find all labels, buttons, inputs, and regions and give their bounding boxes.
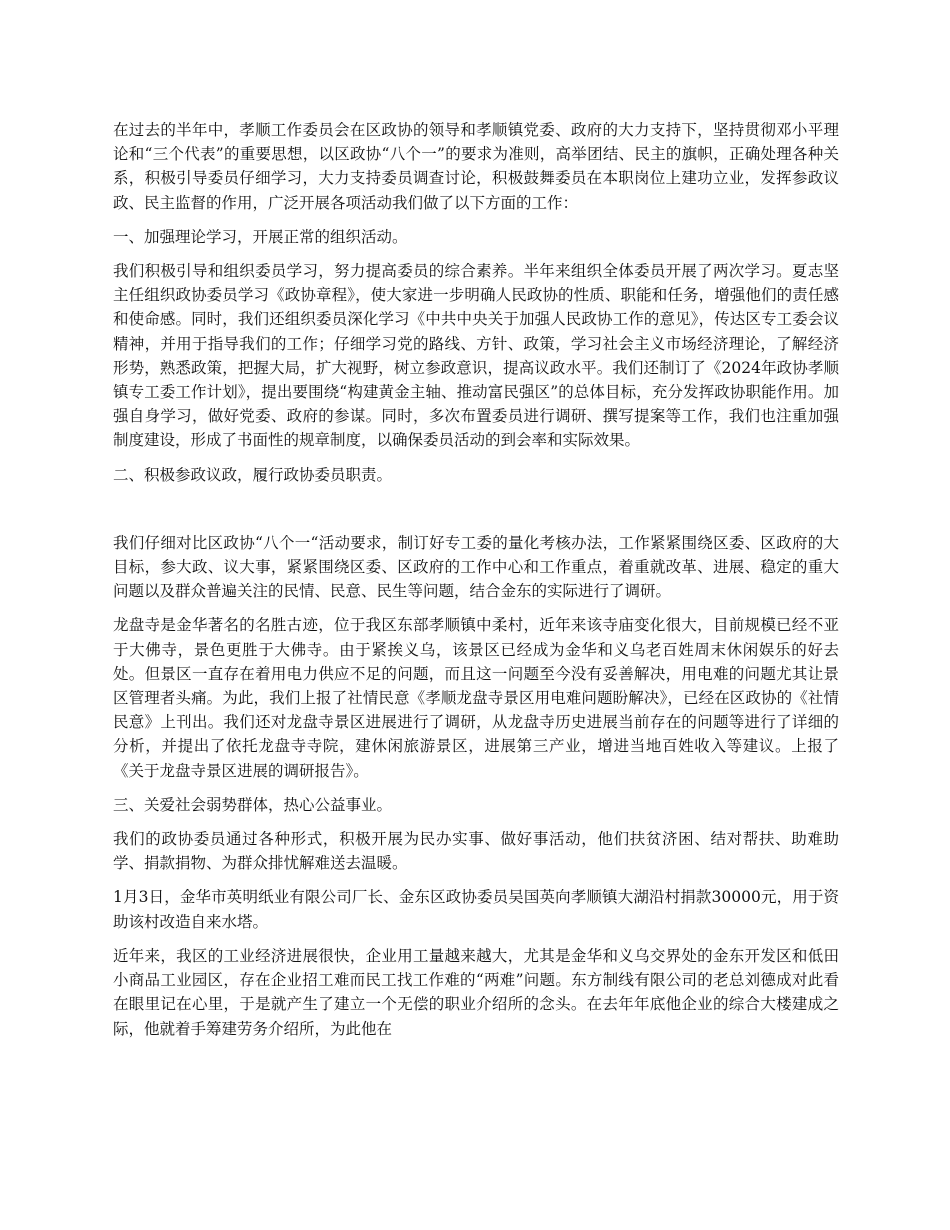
blank-space xyxy=(113,497,839,531)
section-heading-2: 二、积极参政议政，履行政协委员职责。 xyxy=(113,465,393,484)
paragraph-public-welfare: 我们的政协委员通过各种形式，积极开展为民办实事、做好事活动，他们扶贫济困、结对帮扶、助难助学、捐款捐物、为群众排忧解难送去温暖。 xyxy=(113,830,839,873)
paragraph-employment: 近年来，我区的工业经济进展很快，企业用工量越来越大，尤其是金华和义乌交界处的金东开发区和低田小商品工业园区，存在企业招工难而民工找工作难的“两难”问题。东方制线有限公司的老总刘德成对此看在眼里记在心里，于是就产生了建立一个无偿的职业介绍所的念头。在去年年底他企业的综合大楼建成之际，他就着手筹建劳务介绍所，为此他在 xyxy=(113,946,839,1038)
paragraph-longpan-temple: 龙盘寺是金华著名的名胜古迹，位于我区东部孝顺镇中柔村，近年来该寺庙变化很大，目前规模已经不亚于大佛寺，景色更胜于大佛寺。由于紧挨义乌，该景区已经成为金华和义乌老百姓周末休闲娱乐的好去处。但景区一直存在着用电力供应不足的问题，而且这一问题至今没有妥善解决，用电难的问题尤其让景区管理者头痛。为此，我们上报了社情民意《孝顺龙盘寺景区用电难问题盼解决》，已经在区政协的《社情民意》上刊出。我们还对龙盘寺景区进展进行了调研，从龙盘寺历史进展当前存在的问题等进行了详细的分析，并提出了依托龙盘寺寺院，建休闲旅游景区，进展第三产业，增进当地百姓收入等建议。上报了《关于龙盘寺景区进展的调研报告》。 xyxy=(113,616,839,780)
document-body xyxy=(113,118,839,1051)
paragraph-study: 我们积极引导和组织委员学习，努力提高委员的综合素养。半年来组织全体委员开展了两次学习。夏志坚主任组织政协委员学习《政协章程》，使大家进一步明确人民政协的性质、职能和任务，增强他们的责任感和使命感。同时，我们还组织委员深化学习《中共中央关于加强人民政协工作的意见》，传达区专工委会议精神，并用于指导我们的工作；仔细学习党的路线、方针、政策，学习社会主义市场经济理论，了解经济形势，熟悉政策，把握大局，扩大视野，树立参政意识，提高议政水平。我们还制订了《2024年政协孝顺镇专工委工作计划》，提出要围绕“构建黄金主轴、推动富民强区”的总体目标，充分发挥政协职能作用。加强自身学习，做好党委、政府的参谋。同时，多次布置委员进行调研、撰写提案等工作，我们也注重加强制度建设，形成了书面性的规章制度，以确保委员活动的到会率和实际效果。 xyxy=(113,262,839,450)
intro-paragraph: 在过去的半年中，孝顺工作委员会在区政协的领导和孝顺镇党委、政府的大力支持下，坚持贯彻邓小平理论和“三个代表”的重要思想，以区政协“八个一”的要求为准则，高举团结、民主的旗帜，正确处理各种关系，积极引导委员仔细学习，大力支持委员调查讨论，积极鼓舞委员在本职岗位上建功立业，发挥参政议政、民主监督的作用，广泛开展各项活动我们做了以下方面的工作： xyxy=(113,121,839,212)
section-heading-1: 一、加强理论学习，开展正常的组织活动。 xyxy=(113,227,408,246)
paragraph-donation: 1月3日，金华市英明纸业有限公司厂长、金东区政协委员吴国英向孝顺镇大湖沿村捐款30000元，用于资助该村改造自来水塔。 xyxy=(113,888,839,931)
paragraph-research: 我们仔细对比区政协“八个一“活动要求，制订好专工委的量化考核办法，工作紧紧围绕区委、区政府的大目标，参大政、议大事，紧紧围绕区委、区政府的工作中心和工作重点，着重就改革、进展、稳定的重大问题以及群众普遍关注的民情、民意、民生等问题，结合金东的实际进行了调研。 xyxy=(113,533,839,601)
section-heading-3: 三、关爱社会弱势群体，热心公益事业。 xyxy=(113,795,393,814)
